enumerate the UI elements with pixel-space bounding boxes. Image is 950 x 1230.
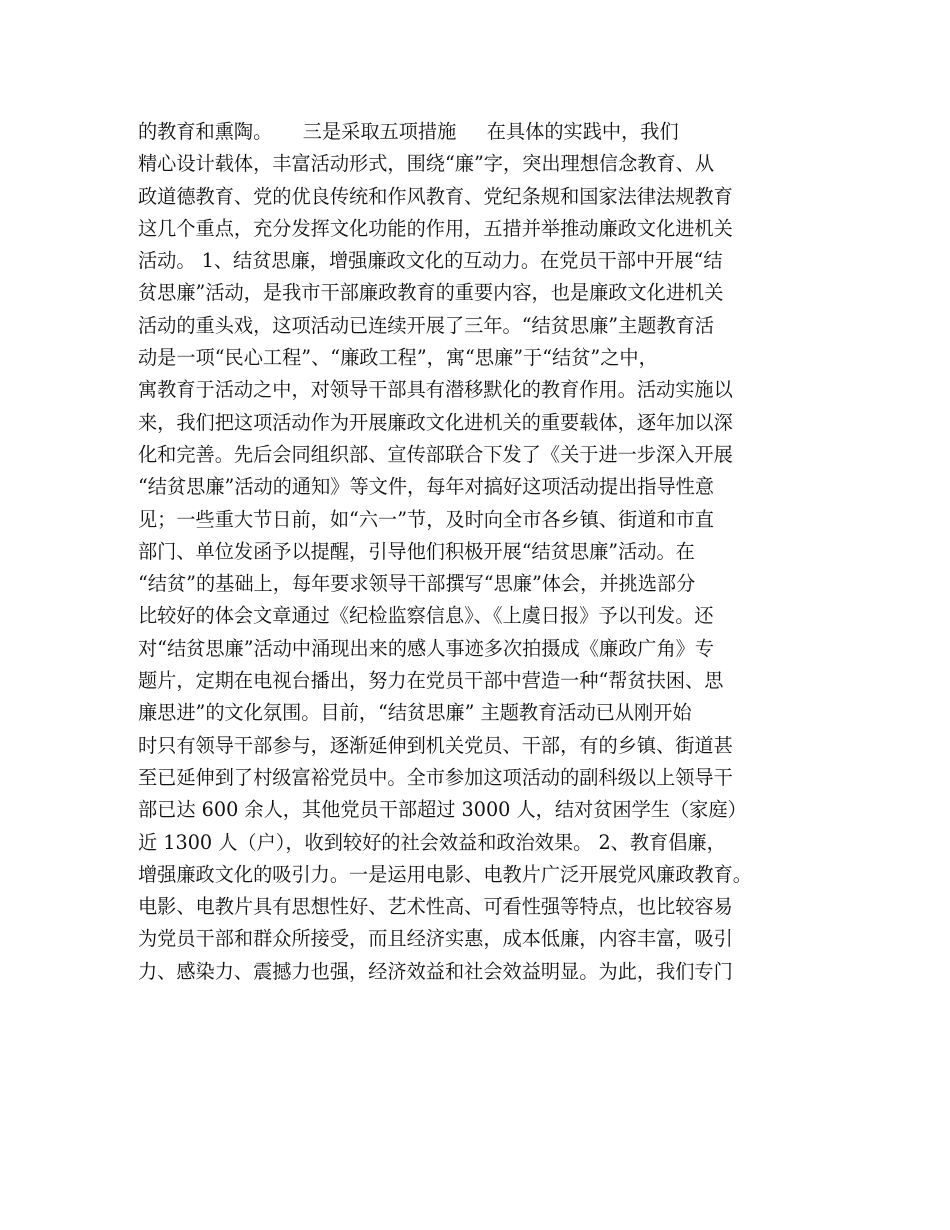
text-line: 见；一些重大节日前，如“六一”节，及时向全市各乡镇、街道和市直 (138, 507, 715, 531)
text-line: 活动。 1、结贫思廉，增强廉政文化的互动力。在党员干部中开展“结 (138, 249, 723, 273)
text-line: 寓教育于活动之中，对领导干部具有潜移默化的教育作用。活动实施以 (138, 378, 733, 402)
text-line: 时只有领导干部参与，逐渐延伸到机关党员、干部，有的乡镇、街道甚 (138, 733, 733, 757)
text-line: 的教育和熏陶。 三是采取五项措施 在具体的实践中，我们 (138, 120, 679, 143)
text-line: 题片，定期在电视台播出，努力在党员干部中营造一种“帮贫扶困、思 (138, 669, 724, 693)
text-line: 至已延伸到了村级富裕党员中。全市参加这项活动的副科级以上领导干 (138, 765, 733, 789)
text-line: 精心设计载体，丰富活动形式，围绕“廉”字，突出理想信念教育、从 (138, 152, 715, 176)
text-line: 动是一项“民心工程”、“廉政工程”，寓“思廉”于“结贫”之中， (138, 346, 658, 370)
text-line: “结贫”的基础上，每年要求领导干部撰写“思廉”体会，并挑选部分 (138, 572, 696, 596)
text-line: 政道德教育、党的优良传统和作风教育、党纪条规和国家法律法规教育 (138, 184, 733, 208)
text-line: 为党员干部和群众所接受，而且经济实惠，成本低廉，内容丰富，吸引 (138, 927, 733, 951)
text-line: 电影、电教片具有思想性好、艺术性高、可看性强等特点，也比较容易 (138, 895, 733, 919)
text-line: 近 1300 人（户），收到较好的社会效益和政治效果。 2、教育倡廉， (138, 830, 726, 854)
text-line: 化和完善。先后会同组织部、宣传部联合下发了《关于进一步深入开展 (138, 442, 733, 466)
text-line: 部门、单位发函予以提醒，引导他们积极开展“结贫思廉”活动。在 (138, 539, 695, 563)
text-line: 来，我们把这项活动作为开展廉政文化进机关的重要载体，逐年加以深 (138, 410, 733, 434)
text-line: 力、感染力、震撼力也强，经济效益和社会效益明显。为此，我们专门 (138, 959, 733, 983)
body-paragraph (138, 116, 838, 988)
text-line: 比较好的体会文章通过《纪检监察信息》、《上虞日报》予以刊发。还 (138, 604, 714, 628)
text-line: 部已达 600 余人，其他党员干部超过 3000 人，结对贫困学生（家庭） (138, 798, 747, 822)
text-line: “结贫思廉”活动的通知》等文件，每年对搞好这项活动提出指导性意 (138, 475, 715, 499)
text-line: 增强廉政文化的吸引力。一是运用电影、电教片广泛开展党风廉政教育。 (138, 862, 752, 886)
text-line: 廉思进”的文化氛围。目前，“结贫思廉” 主题教育活动已从刚开始 (138, 701, 692, 725)
text-line: 贫思廉”活动，是我市干部廉政教育的重要内容，也是廉政文化进机关 (138, 281, 724, 305)
text-line: 对“结贫思廉”活动中涌现出来的感人事迹多次拍摄成《廉政广角》专 (138, 636, 715, 660)
text-line: 活动的重头戏，这项活动已连续开展了三年。“结贫思廉”主题教育活 (138, 313, 715, 337)
text-line: 这几个重点，充分发挥文化功能的作用，五措并举推动廉政文化进机关 (138, 216, 733, 240)
